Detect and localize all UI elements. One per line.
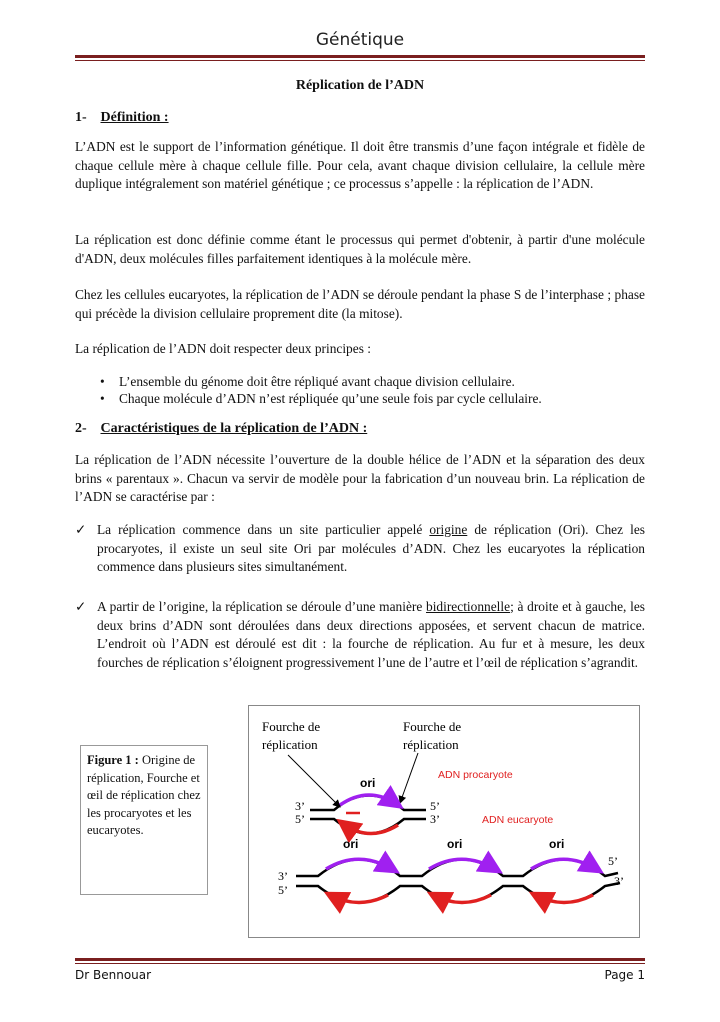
section-2-number: 2- [75, 421, 87, 436]
principle-item: • L’ensemble du génome doit être répliqué avant chaque division cellulaire. [75, 373, 645, 390]
characteristic-bidirectional [75, 598, 645, 672]
definition-paragraph-1: L’ADN est le support de l’information génétique. Il doit être transmis d’une façon intégrale et fidèle de chaque cellule mère à chaque cellule fille. Pour cela, avant chaque division cellulaire, la cellule mère duplique intégralement son matériel génétique ; ce processus s’appelle : la réplication de l’ADN. [75, 139, 645, 191]
fork-pointer-right [400, 753, 418, 803]
top-strand [310, 796, 426, 811]
ori-label: ori [360, 776, 376, 790]
leading-strand [326, 859, 394, 870]
principle-item: • Chaque molécule d’ADN n’est répliquée qu’une seule fois par cycle cellulaire. [75, 390, 645, 407]
bottom-strand [310, 819, 426, 834]
prokaryote-dna [295, 795, 440, 834]
ori-label: ori [343, 837, 359, 851]
header-rule-thin [75, 60, 645, 61]
strand-end-5-right: 5’ [608, 854, 618, 868]
strand-end-5-right: 5’ [430, 799, 440, 813]
bidirectional-term: bidirectionnelle [426, 599, 511, 614]
eukaryote-dna [278, 837, 624, 903]
section-1-title: Définition : [100, 110, 169, 125]
lagging-strand [433, 895, 491, 903]
definition-paragraph-4: La réplication de l’ADN doit respecter deux principes : [75, 341, 371, 356]
fork-label-right-line2: réplication [403, 737, 459, 752]
strand-end-5-left: 5’ [295, 812, 305, 826]
bidirectional-text-end: ; à droite et à gauche, les deux brins d’ADN sont déroulées dans deux directions apposées, et servent chacun de matrice. L’endroit où l’ADN est déroulé est dit : la fourche de réplication. Au fur et à mesure, les deux fourches de réplication s’éloignent progressivement l’une de l’autre et l’œil de réplication s’agrandit. [97, 599, 645, 670]
fork-label-left-line2: réplication [262, 737, 318, 752]
strand-end-3-left: 3’ [278, 869, 288, 883]
fork-label-right-line1: Fourche de [403, 719, 462, 734]
origin-term: origine [429, 522, 468, 537]
leading-strand [340, 795, 398, 805]
section-1-number: 1- [75, 110, 87, 125]
section-1-heading [75, 110, 169, 126]
figure-caption-text: Origine de réplication, Fourche et œil de réplication chez les procaryotes et les eucaryotes. [87, 753, 201, 837]
strand-end-3-right: 3’ [430, 812, 440, 826]
origin-text-start: La réplication commence dans un site particulier appelé [97, 522, 430, 537]
bidirectional-text-start: A partir de l’origine, la réplication se déroule d’une manière [97, 599, 427, 614]
figure-caption-label: Figure 1 : [87, 753, 139, 767]
footer-rule-thin [75, 963, 645, 964]
figure-caption [80, 745, 208, 895]
strand-end-3-left: 3’ [295, 799, 305, 813]
strand-end-5-left: 5’ [278, 883, 288, 897]
header-rule [75, 55, 645, 58]
ori-label: ori [549, 837, 565, 851]
lagging-strand [330, 895, 388, 903]
check-icon: ✓ [75, 599, 87, 614]
replication-diagram [248, 705, 640, 938]
origin-text-end: de réplication (Ori). Chez les procaryotes, il existe un seul site Ori par molécules d’ADN. Chez les eucaryotes la réplication commence dans plusieurs sites simultanément. [97, 522, 645, 574]
footer-page-number: Page 1 [604, 968, 645, 982]
document-title: Réplication de l’ADN [295, 78, 425, 93]
footer-author: Dr Bennouar [75, 968, 152, 982]
section-2-heading [75, 421, 367, 437]
footer-rule [75, 958, 645, 961]
characteristic-origin [75, 521, 645, 577]
prokaryote-label: ADN procaryote [438, 769, 513, 781]
eukaryote-label: ADN eucaryote [482, 814, 554, 826]
definition-paragraph-2: La réplication est donc définie comme étant le processus qui permet d'obtenir, à partir d'une molécule d'ADN, deux molécules filles parfaitement identiques à la molécule mère. [75, 232, 645, 266]
leading-strand [531, 859, 598, 870]
section-2-title: Caractéristiques de la réplication de l’ADN : [100, 421, 368, 436]
leading-strand [429, 859, 497, 870]
page-header-title: Génétique [315, 30, 405, 50]
strand-end-3-right: 3’ [614, 874, 624, 888]
principles-list [75, 373, 645, 407]
characteristics-paragraph: La réplication de l’ADN nécessite l’ouverture de la double hélice de l’ADN et la séparation des deux brins « parentaux ». Chacun va servir de modèle pour la fabrication d’un nouveau brin. La réplication de l’ADN se caractérise par : [75, 452, 645, 504]
ori-label: ori [447, 837, 463, 851]
fork-label-left-line1: Fourche de [262, 719, 321, 734]
lagging-strand [535, 895, 593, 903]
definition-paragraph-3: Chez les cellules eucaryotes, la réplication de l’ADN se déroule pendant la phase S de l’interphase ; phase qui précède la division cellulaire proprement dite (la mitose). [75, 287, 645, 321]
lagging-strand [342, 823, 398, 834]
check-icon: ✓ [75, 522, 87, 537]
